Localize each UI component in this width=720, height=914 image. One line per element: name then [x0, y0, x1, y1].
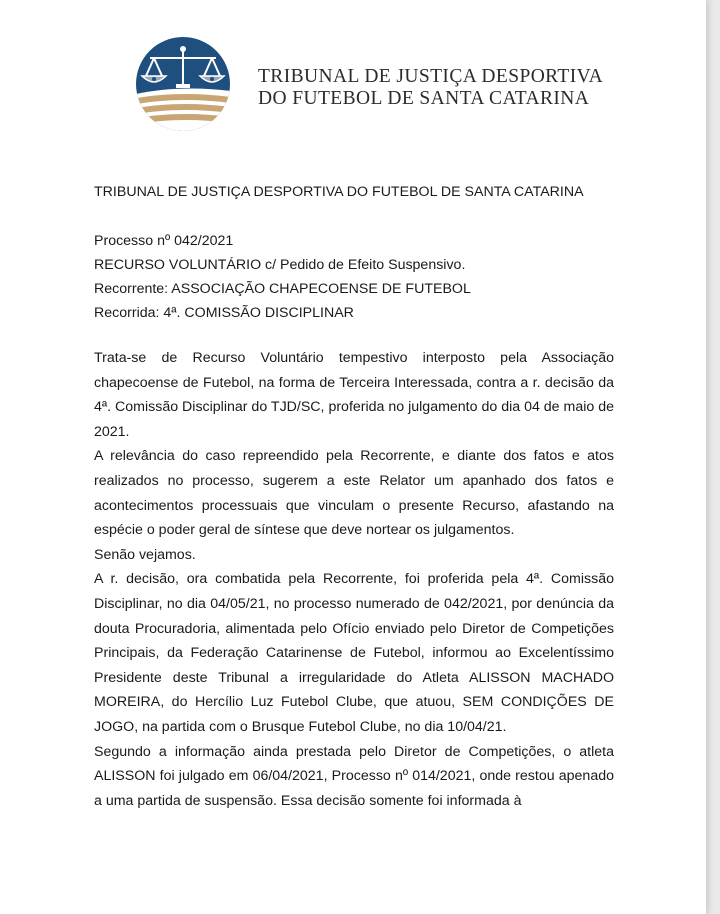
- appellee: Recorrida: 4ª. COMISSÃO DISCIPLINAR: [94, 305, 354, 321]
- paragraph: Senão vejamos.: [94, 546, 196, 563]
- tribunal-emblem-icon: [128, 36, 238, 132]
- appeal-type: RECURSO VOLUNTÁRIO c/ Pedido de Efeito Suspensivo.: [94, 257, 466, 273]
- tribunal-name-line1: TRIBUNAL DE JUSTIÇA DESPORTIVA: [258, 66, 604, 87]
- tribunal-name-line2: DO FUTEBOL DE SANTA CATARINA: [258, 88, 590, 109]
- paragraph: Trata-se de Recurso Voluntário tempestivo interposto pela Associação chapecoense de Futebol, na forma de Terceira Interessada, contra a r. decisão da 4ª. Comissão Disciplinar do TJD/SC, proferida no julgamento do dia 04 de maio de 2021.: [94, 350, 614, 440]
- appellant: Recorrente: ASSOCIAÇÃO CHAPECOENSE DE FUTEBOL: [94, 281, 471, 297]
- letterhead: [128, 36, 648, 136]
- document-body: [94, 346, 614, 813]
- document-title: TRIBUNAL DE JUSTIÇA DESPORTIVA DO FUTEBOL DE SANTA CATARINA: [94, 184, 584, 200]
- paragraph: A r. decisão, ora combatida pela Recorrente, foi proferida pela 4ª. Comissão Disciplinar, no dia 04/05/21, no processo numerado de 042/2021, por denúncia da douta Procuradoria, alimentada pelo Ofício enviado pelo Diretor de Competições Principais, da Federação Catarinense de Futebol, informou ao Excelentíssimo Presidente deste Tribunal a irregularidade do Atleta ALISSON MACHADO MOREIRA, do Hercílio Luz Futebol Clube, que atuou, SEM CONDIÇÕES DE JOGO, na partida com o Brusque Futebol Clube, no dia 10/04/21.: [94, 571, 614, 735]
- process-number: Processo nº 042/2021: [94, 233, 234, 249]
- paragraph: A relevância do caso repreendido pela Recorrente, e diante dos fatos e atos realizados no processo, sugerem a este Relator um apanhado dos fatos e acontecimentos processuais que vinculam o presente Recurso, afastando na espécie o poder geral de síntese que deve nortear os julgamentos.: [94, 448, 614, 539]
- tribunal-name: [258, 66, 603, 110]
- paragraph: Segundo a informação ainda prestada pelo Diretor de Competições, o atleta ALISSON foi julgado em 06/04/2021, Processo nº 014/2021, onde restou apenado a uma partida de suspensão. Essa decisão somente foi informada à: [94, 743, 614, 809]
- case-info: [94, 229, 471, 325]
